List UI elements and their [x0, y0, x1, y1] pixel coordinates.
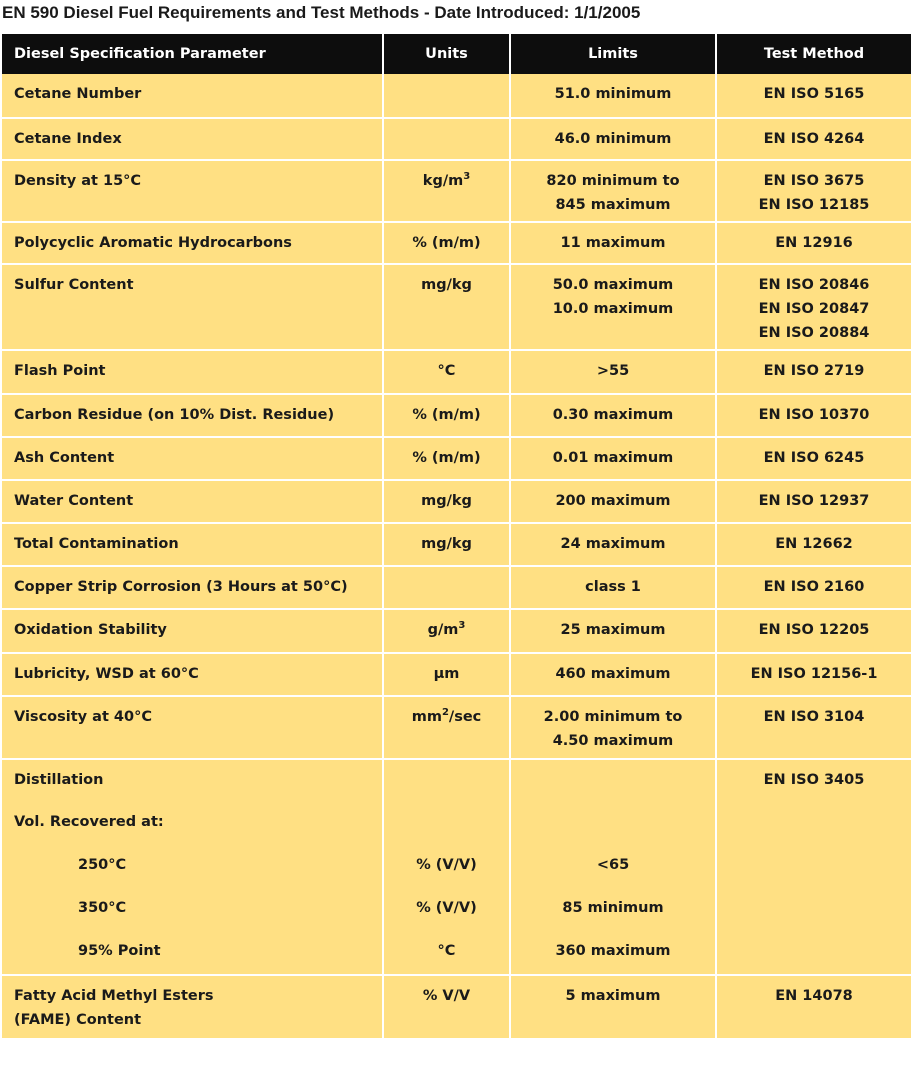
method-line: EN ISO 6245 [763, 450, 865, 466]
cell-parameter: Viscosity at 40°C [2, 696, 383, 759]
cell-limits: 85 minimum [510, 888, 716, 931]
cell-units [383, 160, 510, 222]
cell-test-method: EN ISO 3405 [716, 759, 911, 802]
cell-test-method [716, 394, 911, 437]
cell-parameter: Carbon Residue (on 10% Dist. Residue) [2, 394, 383, 437]
limit-line: 51.0 minimum [554, 86, 672, 102]
cell-units: mg/kg [383, 523, 510, 566]
cell-units [383, 759, 510, 802]
table-row [2, 653, 911, 696]
cell-limits [510, 759, 716, 802]
cell-test-method [716, 888, 911, 931]
units-base: g/m [427, 622, 459, 638]
limit-line: class 1 [585, 579, 641, 595]
cell-limits [510, 609, 716, 653]
diesel-spec-table [2, 34, 911, 1040]
cell-parameter: Density at 15°C [2, 160, 383, 222]
cell-units: % (m/m) [383, 222, 510, 264]
cell-limits [510, 802, 716, 845]
method-line: EN ISO 12205 [758, 622, 870, 638]
cell-units: % V/V [383, 975, 510, 1039]
cell-parameter: Oxidation Stability [2, 609, 383, 653]
cell-units: % (m/m) [383, 394, 510, 437]
cell-limits [510, 696, 716, 759]
cell-test-method [716, 74, 911, 118]
cell-units [383, 802, 510, 845]
param-line: (FAME) Content [14, 1012, 142, 1028]
method-line: EN ISO 10370 [758, 407, 870, 423]
table-row [2, 264, 911, 350]
units-sup: 3 [458, 620, 466, 632]
cell-units: % (m/m) [383, 437, 510, 480]
table-row-distillation-point [2, 845, 911, 888]
method-line: EN ISO 20847 [758, 301, 870, 317]
param-line: Fatty Acid Methyl Esters [14, 988, 214, 1004]
limit-line: 10.0 maximum [552, 301, 674, 317]
cell-test-method [716, 696, 911, 759]
cell-limits [510, 350, 716, 394]
cell-limits [510, 222, 716, 264]
cell-units [383, 609, 510, 653]
limit-line: 4.50 maximum [552, 733, 674, 749]
cell-limits [510, 160, 716, 222]
method-line: EN 12916 [775, 235, 853, 251]
cell-limits: 360 maximum [510, 931, 716, 975]
units-sup: 3 [463, 171, 471, 183]
header-limits: Limits [510, 34, 716, 74]
cell-limits [510, 394, 716, 437]
table-row-distillation-point [2, 888, 911, 931]
limit-line: 46.0 minimum [554, 131, 672, 147]
table-row [2, 160, 911, 222]
cell-parameter: Cetane Index [2, 118, 383, 160]
limit-line: >55 [596, 363, 630, 379]
table-row [2, 394, 911, 437]
cell-limits [510, 437, 716, 480]
cell-parameter: Cetane Number [2, 74, 383, 118]
table-row [2, 523, 911, 566]
method-line: EN ISO 12937 [758, 493, 870, 509]
cell-units [383, 74, 510, 118]
cell-test-method [716, 523, 911, 566]
limit-line: 845 maximum [555, 197, 671, 213]
cell-limits: 5 maximum [510, 975, 716, 1039]
table-row [2, 609, 911, 653]
cell-test-method: EN 14078 [716, 975, 911, 1039]
cell-parameter: Polycyclic Aromatic Hydrocarbons [2, 222, 383, 264]
limit-line: 2.00 minimum to [543, 709, 683, 725]
method-line: EN ISO 4264 [763, 131, 865, 147]
cell-limits [510, 653, 716, 696]
limit-line: 0.30 maximum [552, 407, 674, 423]
method-line: EN ISO 20846 [758, 277, 870, 293]
table-row [2, 350, 911, 394]
cell-units: mg/kg [383, 264, 510, 350]
table-row-distillation [2, 759, 911, 802]
method-line: EN ISO 2160 [763, 579, 865, 595]
table-row-distillation-point [2, 931, 911, 975]
method-line: EN ISO 3104 [763, 709, 865, 725]
cell-units [383, 696, 510, 759]
cell-units [383, 118, 510, 160]
cell-parameter: 95% Point [2, 931, 383, 975]
cell-limits [510, 566, 716, 609]
method-line: EN ISO 20884 [758, 325, 870, 341]
limit-line: 820 minimum to [546, 173, 680, 189]
cell-limits [510, 118, 716, 160]
table-row [2, 480, 911, 523]
header-parameter: Diesel Specification Parameter [2, 34, 383, 74]
method-line: EN ISO 12185 [758, 197, 870, 213]
cell-parameter: Lubricity, WSD at 60°C [2, 653, 383, 696]
cell-test-method [716, 609, 911, 653]
cell-units [383, 566, 510, 609]
cell-parameter: Copper Strip Corrosion (3 Hours at 50°C) [2, 566, 383, 609]
method-line: EN ISO 2719 [763, 363, 865, 379]
method-line: EN ISO 3675 [763, 173, 865, 189]
page-title: EN 590 Diesel Fuel Requirements and Test Methods - Date Introduced: 1/1/2005 [2, 3, 641, 22]
cell-parameter [2, 975, 383, 1039]
cell-test-method [716, 264, 911, 350]
cell-parameter: 350°C [2, 888, 383, 931]
method-line: EN ISO 12156-1 [750, 666, 878, 682]
table-row [2, 118, 911, 160]
cell-parameter: Flash Point [2, 350, 383, 394]
table-row [2, 566, 911, 609]
units-sup: 2 [441, 707, 449, 719]
cell-test-method [716, 118, 911, 160]
cell-units: µm [383, 653, 510, 696]
cell-parameter: Vol. Recovered at: [2, 802, 383, 845]
cell-units: mg/kg [383, 480, 510, 523]
cell-units: °C [383, 931, 510, 975]
cell-limits: <65 [510, 845, 716, 888]
cell-limits [510, 523, 716, 566]
cell-test-method [716, 222, 911, 264]
cell-units: °C [383, 350, 510, 394]
limit-line: 50.0 maximum [552, 277, 674, 293]
limit-line: 460 maximum [555, 666, 671, 682]
table-row [2, 437, 911, 480]
limit-line: 24 maximum [560, 536, 666, 552]
cell-test-method [716, 160, 911, 222]
method-line: EN ISO 5165 [763, 86, 865, 102]
cell-parameter: Ash Content [2, 437, 383, 480]
cell-parameter: Distillation [2, 759, 383, 802]
cell-limits [510, 264, 716, 350]
cell-test-method [716, 845, 911, 888]
limit-line: 0.01 maximum [552, 450, 674, 466]
cell-test-method [716, 437, 911, 480]
cell-parameter: Water Content [2, 480, 383, 523]
limit-line: 200 maximum [555, 493, 671, 509]
cell-test-method [716, 802, 911, 845]
cell-test-method [716, 480, 911, 523]
cell-parameter: Sulfur Content [2, 264, 383, 350]
cell-parameter: 250°C [2, 845, 383, 888]
units-base: mm [411, 709, 442, 725]
cell-units: % (V/V) [383, 888, 510, 931]
cell-test-method [716, 350, 911, 394]
cell-units: % (V/V) [383, 845, 510, 888]
header-test-method: Test Method [716, 34, 911, 74]
header-units: Units [383, 34, 510, 74]
limit-line: 11 maximum [560, 235, 666, 251]
cell-test-method [716, 931, 911, 975]
limit-line: 25 maximum [560, 622, 666, 638]
table-header-row [2, 34, 911, 74]
cell-limits [510, 480, 716, 523]
cell-limits [510, 74, 716, 118]
units-base: kg/m [422, 173, 464, 189]
table-row [2, 975, 911, 1039]
cell-parameter: Total Contamination [2, 523, 383, 566]
units-tail: /sec [448, 709, 482, 725]
method-line: EN 12662 [775, 536, 853, 552]
cell-test-method [716, 566, 911, 609]
table-row-distillation-sublabel [2, 802, 911, 845]
cell-test-method [716, 653, 911, 696]
table-row [2, 74, 911, 118]
table-row [2, 696, 911, 759]
table-row [2, 222, 911, 264]
